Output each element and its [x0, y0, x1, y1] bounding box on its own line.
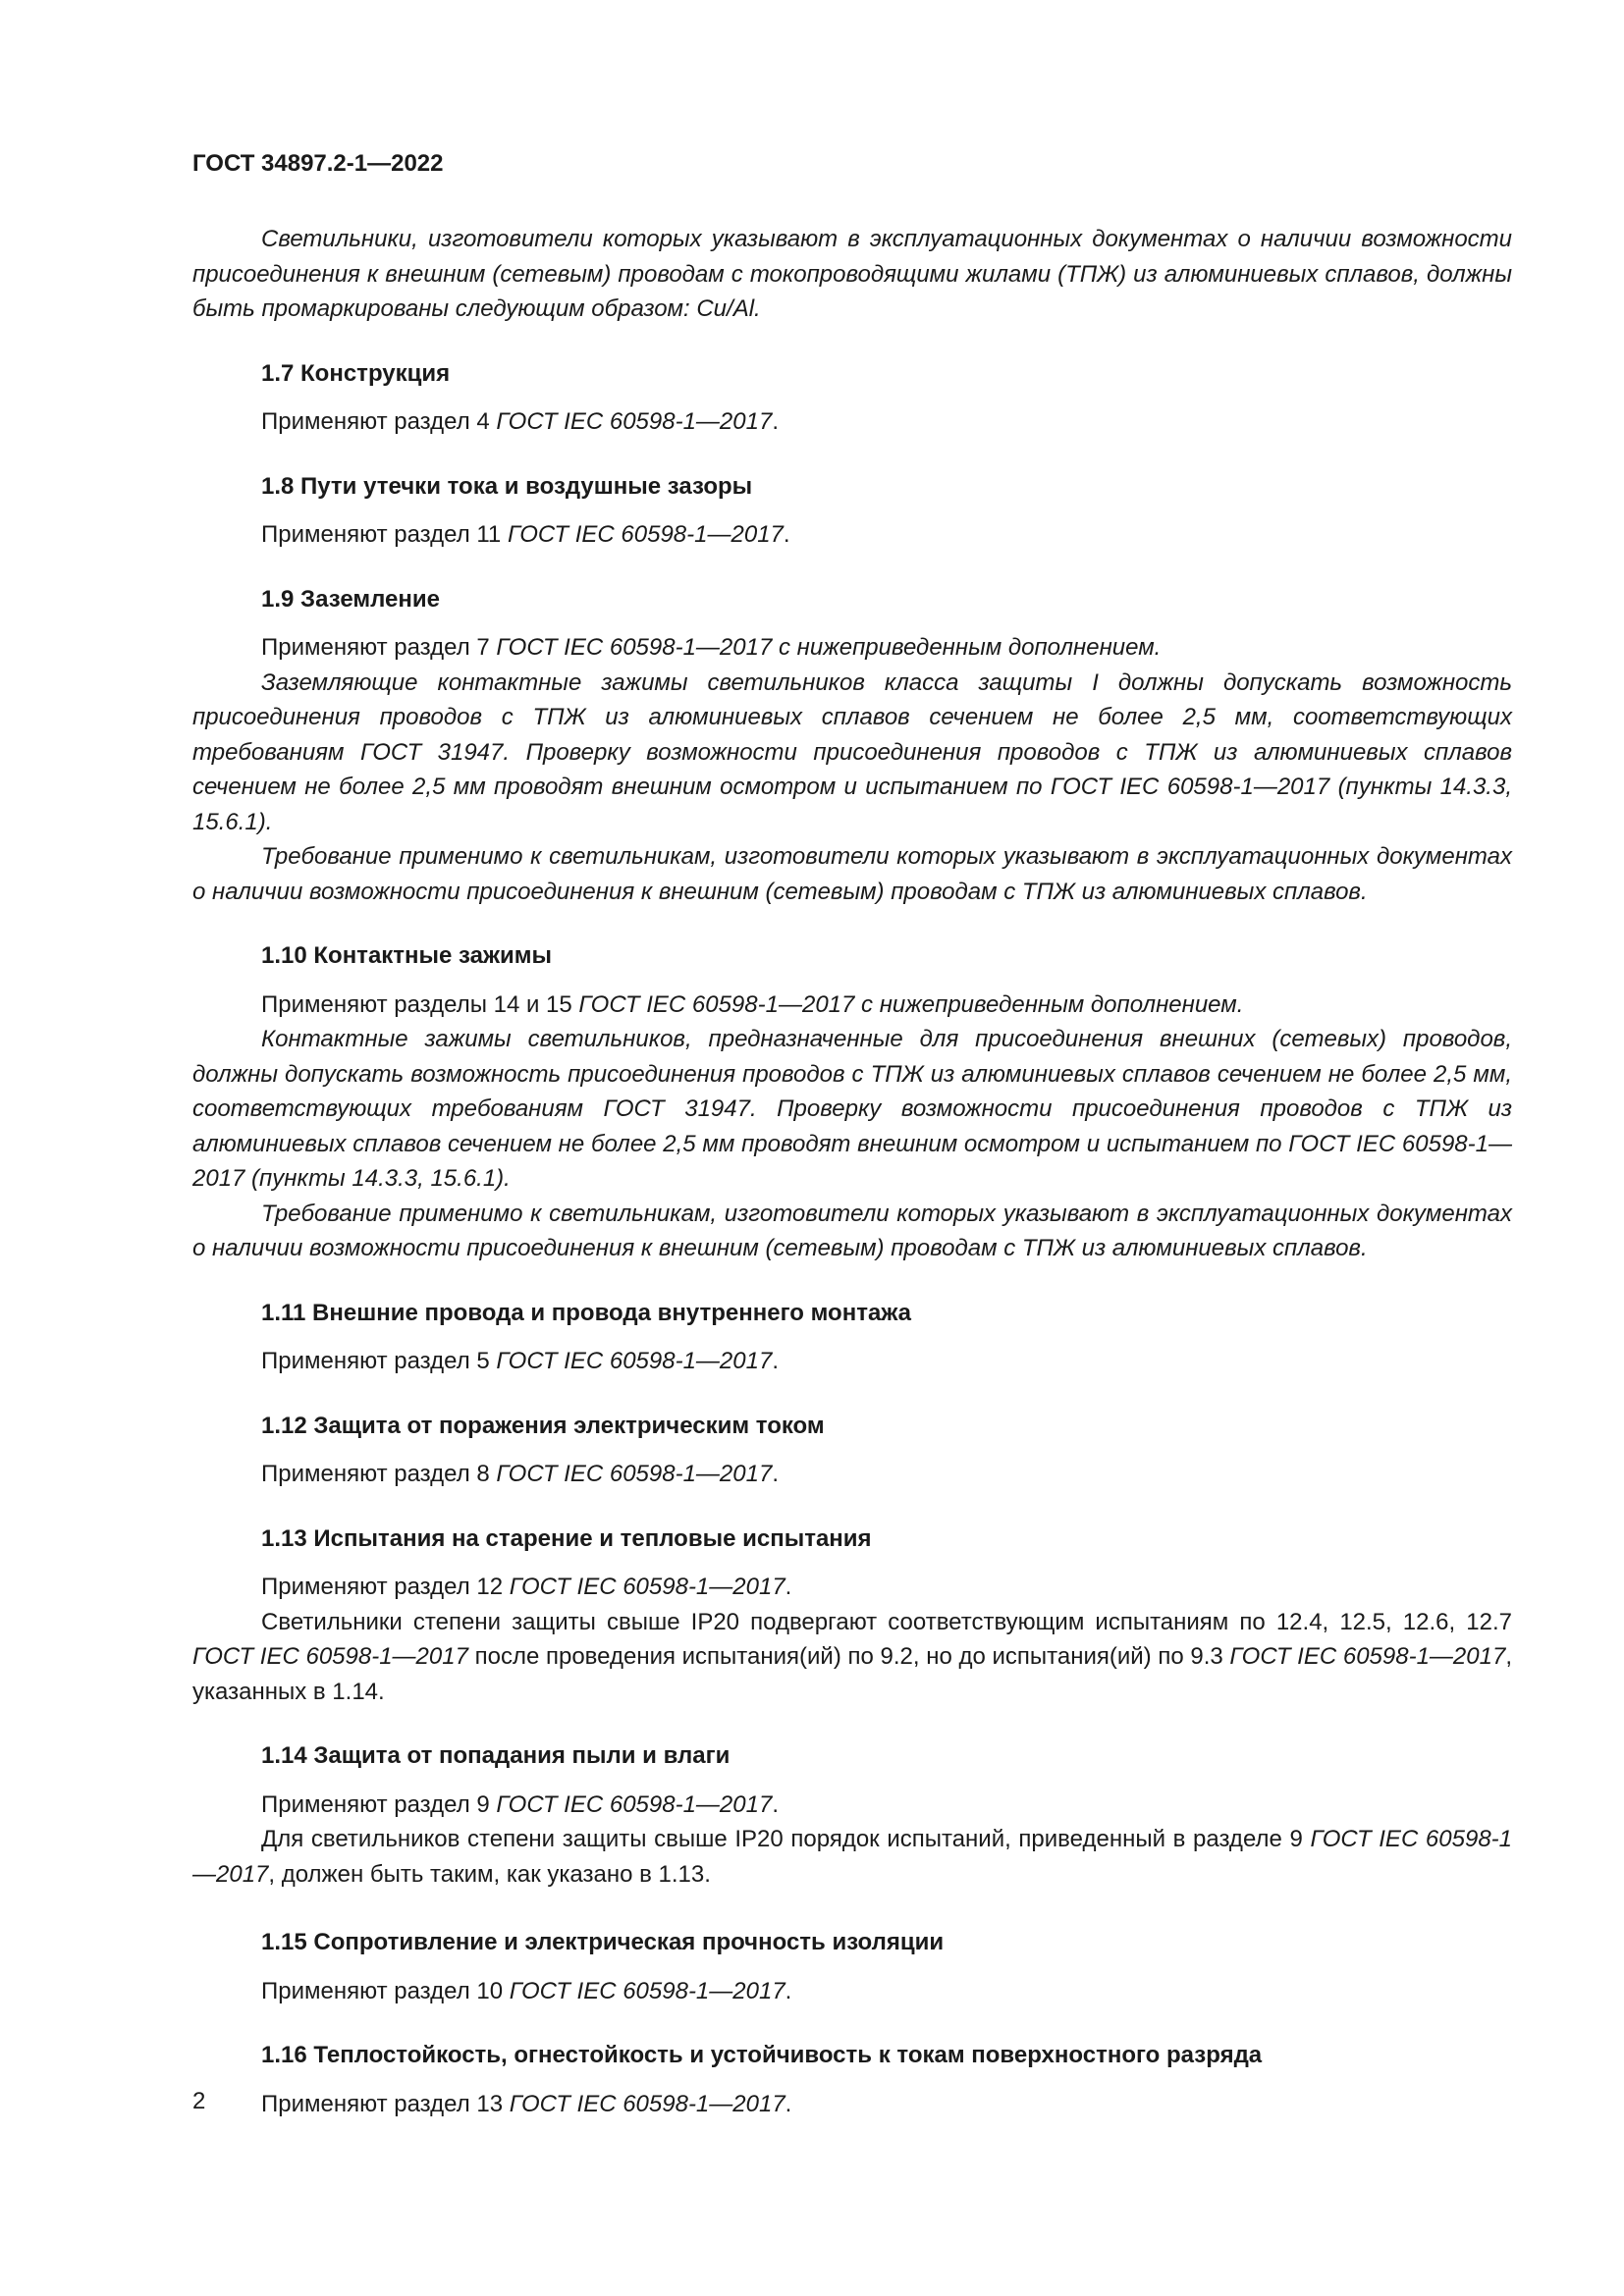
- section-1-11-title: 1.11 Внешние провода и провода внутреннего монтажа: [261, 1299, 911, 1326]
- standard-reference: ГОСТ IEC 60598-1—2017 с нижеприведенным дополнением.: [496, 634, 1162, 661]
- section-1-10-paragraph-2: Контактные зажимы светильников, предназначенные для присоединения внешних (сетевых) проводов, должны допускать возможность присоединения проводов с ТПЖ из алюминиевых сплавов сечением не более 2,5 мм, соответствующих требованиям ГОСТ 31947. Проверку возможности присоединения проводов с ТПЖ из алюминиевых сплавов сечением не более 2,5 мм проводят внешним осмотром и испытанием по ГОСТ IEC 60598-1—2017 (пункты 14.3.3, 15.6.1).: [192, 1026, 1512, 1192]
- standard-reference: ГОСТ IEC 60598-1—2017: [496, 1348, 773, 1374]
- section-1-14-title: 1.14 Защита от попадания пыли и влаги: [261, 1742, 731, 1769]
- section-1-11-paragraph: Применяют раздел 5 ГОСТ IEC 60598-1—2017.: [261, 1348, 779, 1374]
- standard-reference: ГОСТ IEC 60598-1—2017: [509, 1977, 785, 2004]
- section-1-9-paragraph-2: Заземляющие контактные зажимы светильников класса защиты I должны допускать возможность присоединения проводов с ТПЖ из алюминиевых сплавов сечением не более 2,5 мм, соответствующих требованиям ГОСТ 31947. Проверку возможности присоединения проводов с ТПЖ из алюминиевых сплавов сечением не более 2,5 мм проводят внешним осмотром и испытанием по ГОСТ IEC 60598-1—2017 (пункты 14.3.3, 15.6.1).: [192, 668, 1512, 835]
- section-1-15-title: 1.15 Сопротивление и электрическая прочность изоляции: [261, 1929, 945, 1955]
- standard-reference: ГОСТ IEC 60598-1—2017: [192, 1826, 1513, 1888]
- section-1-16-paragraph: Применяют раздел 13 ГОСТ IEC 60598-1—2017.: [261, 2090, 792, 2117]
- intro-paragraph: Светильники, изготовители которых указывают в эксплуатационных документах о наличии возможности присоединения к внешним (сетевым) проводам с токопроводящими жилами (ТПЖ) из алюминиевых сплавов, должны быть промаркированы следующим образом: Cu/Al.: [192, 226, 1512, 322]
- section-1-13-title: 1.13 Испытания на старение и тепловые испытания: [261, 1524, 872, 1552]
- section-1-13-paragraph-1: Применяют раздел 12 ГОСТ IEC 60598-1—2017.: [261, 1574, 792, 1600]
- section-1-9-paragraph-1: Применяют раздел 7 ГОСТ IEC 60598-1—2017 с нижеприведенным дополнением.: [261, 634, 1162, 661]
- document-header: ГОСТ 34897.2-1—2022: [192, 150, 444, 177]
- standard-reference: ГОСТ IEC 60598-1—2017: [509, 1574, 785, 1600]
- standard-reference: ГОСТ IEC 60598-1—2017: [509, 2090, 785, 2117]
- section-1-13-paragraph-2: Светильники степени защиты свыше IP20 подвергают соответствующим испытаниям по 12.4, 12.5, 12.6, 12.7 ГОСТ IEC 60598-1—2017 после проведения испытания(ий) по 9.2, но до испытания(ий) по 9.3 ГОСТ IEC 60598-1—2017, указанных в 1.14.: [192, 1608, 1512, 1705]
- page-number: 2: [192, 2088, 206, 2114]
- section-1-10-paragraph-3: Требование применимо к светильникам, изготовители которых указывают в эксплуатационных документах о наличии возможности присоединения к внешним (сетевым) проводам с ТПЖ из алюминиевых сплавов.: [192, 1200, 1512, 1261]
- section-1-10-paragraph-1: Применяют разделы 14 и 15 ГОСТ IEC 60598-1—2017 с нижеприведенным дополнением.: [261, 990, 1244, 1018]
- section-1-9-title: 1.9 Заземление: [261, 585, 440, 613]
- section-1-8-title: 1.8 Пути утечки тока и воздушные зазоры: [261, 472, 753, 500]
- standard-reference: ГОСТ IEC 60598-1—2017: [192, 1643, 468, 1670]
- standard-reference: ГОСТ IEC 60598-1—2017: [1229, 1643, 1506, 1670]
- standard-reference: ГОСТ IEC 60598-1—2017: [496, 408, 773, 435]
- section-1-7-paragraph: Применяют раздел 4 ГОСТ IEC 60598-1—2017.: [261, 408, 779, 435]
- section-1-9-paragraph-3: Требование применимо к светильникам, изготовители которых указывают в эксплуатационных документах о наличии возможности присоединения к внешним (сетевым) проводам с ТПЖ из алюминиевых сплавов.: [192, 843, 1512, 905]
- section-1-12-paragraph: Применяют раздел 8 ГОСТ IEC 60598-1—2017.: [261, 1461, 779, 1487]
- section-1-8-paragraph: Применяют раздел 11 ГОСТ IEC 60598-1—2017.: [261, 521, 790, 548]
- standard-reference: ГОСТ IEC 60598-1—2017: [496, 1790, 773, 1818]
- section-1-16-title: 1.16 Теплостойкость, огнестойкость и устойчивость к токам поверхностного разряда: [261, 2042, 1263, 2068]
- section-1-7-title: 1.7 Конструкция: [261, 359, 451, 387]
- section-1-14-paragraph-1: Применяют раздел 9 ГОСТ IEC 60598-1—2017.: [261, 1790, 779, 1818]
- section-1-12-title: 1.12 Защита от поражения электрическим током: [261, 1412, 825, 1439]
- document-body: [192, 222, 1512, 2121]
- section-1-10-title: 1.10 Контактные зажимы: [261, 942, 553, 969]
- standard-reference: ГОСТ IEC 60598-1—2017: [507, 521, 784, 548]
- section-1-14-paragraph-2: Для светильников степени защиты свыше IP20 порядок испытаний, приведенный в разделе 9 ГОСТ IEC 60598-1—2017, должен быть таким, как указано в 1.13.: [192, 1826, 1513, 1888]
- standard-reference: ГОСТ IEC 60598-1—2017: [496, 1461, 773, 1487]
- section-1-15-paragraph: Применяют раздел 10 ГОСТ IEC 60598-1—2017.: [261, 1977, 792, 2004]
- standard-reference: ГОСТ IEC 60598-1—2017 с нижеприведенным дополнением.: [578, 990, 1244, 1018]
